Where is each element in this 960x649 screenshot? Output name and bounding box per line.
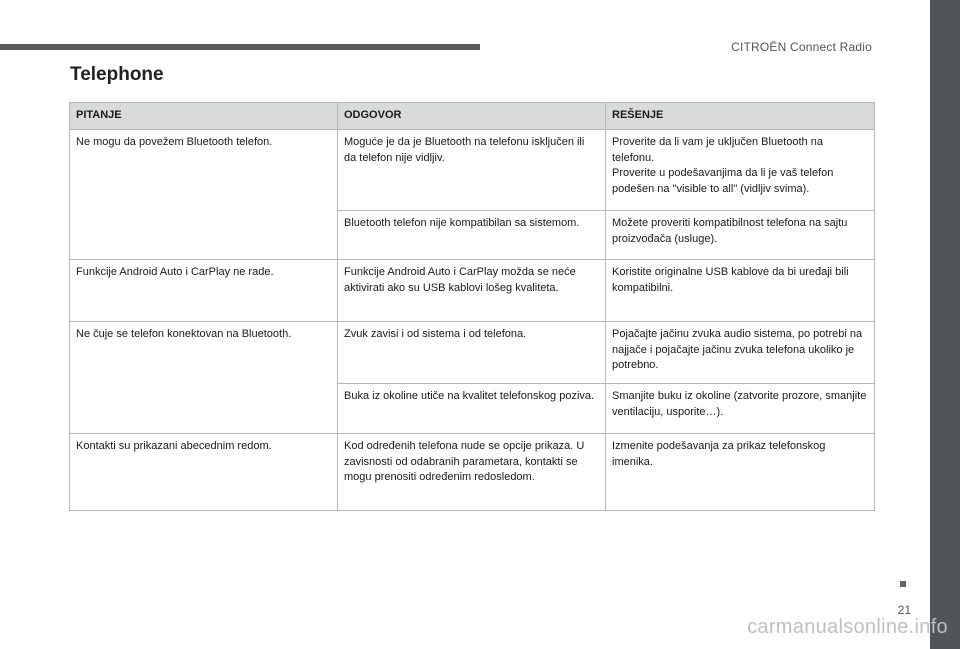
watermark-text: carmanualsonline.info bbox=[747, 616, 948, 638]
answer-cell: Funkcije Android Auto i CarPlay možda se neće aktivirati ako su USB kablovi lošeg kvaliteta. bbox=[338, 260, 606, 322]
column-header-solution: REŠENJE bbox=[606, 103, 875, 130]
table-row bbox=[70, 260, 875, 322]
solution-cell: Izmenite podešavanja za prikaz telefonskog imenika. bbox=[606, 434, 875, 511]
table-row bbox=[70, 322, 875, 384]
page-number: 21 bbox=[897, 603, 911, 617]
solution-cell: Proverite da li vam je uključen Bluetooth na telefonu. Proverite u podešavanjima da li je vaš telefon podešen na "visible to all" (vidljiv svima). bbox=[606, 130, 875, 211]
side-edge-strip bbox=[930, 0, 960, 649]
page-marker-square bbox=[900, 581, 906, 587]
brand-label: CITROËN Connect Radio bbox=[731, 40, 872, 54]
answer-cell: Zvuk zavisi i od sistema i od telefona. bbox=[338, 322, 606, 384]
answer-cell: Bluetooth telefon nije kompatibilan sa sistemom. bbox=[338, 211, 606, 260]
answer-cell: Moguće je da je Bluetooth na telefonu isključen ili da telefon nije vidljiv. bbox=[338, 130, 606, 211]
answer-cell: Buka iz okoline utiče na kvalitet telefonskog poziva. bbox=[338, 384, 606, 434]
question-cell: Ne čuje se telefon konektovan na Bluetooth. bbox=[70, 322, 338, 434]
question-cell: Funkcije Android Auto i CarPlay ne rade. bbox=[70, 260, 338, 322]
column-header-question: PITANJE bbox=[70, 103, 338, 130]
answer-cell: Kod određenih telefona nude se opcije prikaza. U zavisnosti od odabranih parametara, kontakti se mogu prenositi određenim redosledom. bbox=[338, 434, 606, 511]
troubleshooting-table bbox=[69, 102, 875, 511]
header-accent-bar bbox=[0, 44, 480, 50]
solution-cell: Pojačajte jačinu zvuka audio sistema, po potrebi na najjače i pojačajte jačinu zvuka telefona ukoliko je potrebno. bbox=[606, 322, 875, 384]
question-cell: Kontakti su prikazani abecednim redom. bbox=[70, 434, 338, 511]
solution-cell: Smanjite buku iz okoline (zatvorite prozore, smanjite ventilaciju, usporite…). bbox=[606, 384, 875, 434]
page-title: Telephone bbox=[70, 64, 164, 85]
column-header-answer: ODGOVOR bbox=[338, 103, 606, 130]
table-row bbox=[70, 130, 875, 211]
question-cell: Ne mogu da povežem Bluetooth telefon. bbox=[70, 130, 338, 260]
table-row bbox=[70, 434, 875, 511]
solution-cell: Koristite originalne USB kablove da bi uređaji bili kompatibilni. bbox=[606, 260, 875, 322]
table-header-row bbox=[70, 103, 875, 130]
solution-cell: Možete proveriti kompatibilnost telefona na sajtu proizvođača (usluge). bbox=[606, 211, 875, 260]
